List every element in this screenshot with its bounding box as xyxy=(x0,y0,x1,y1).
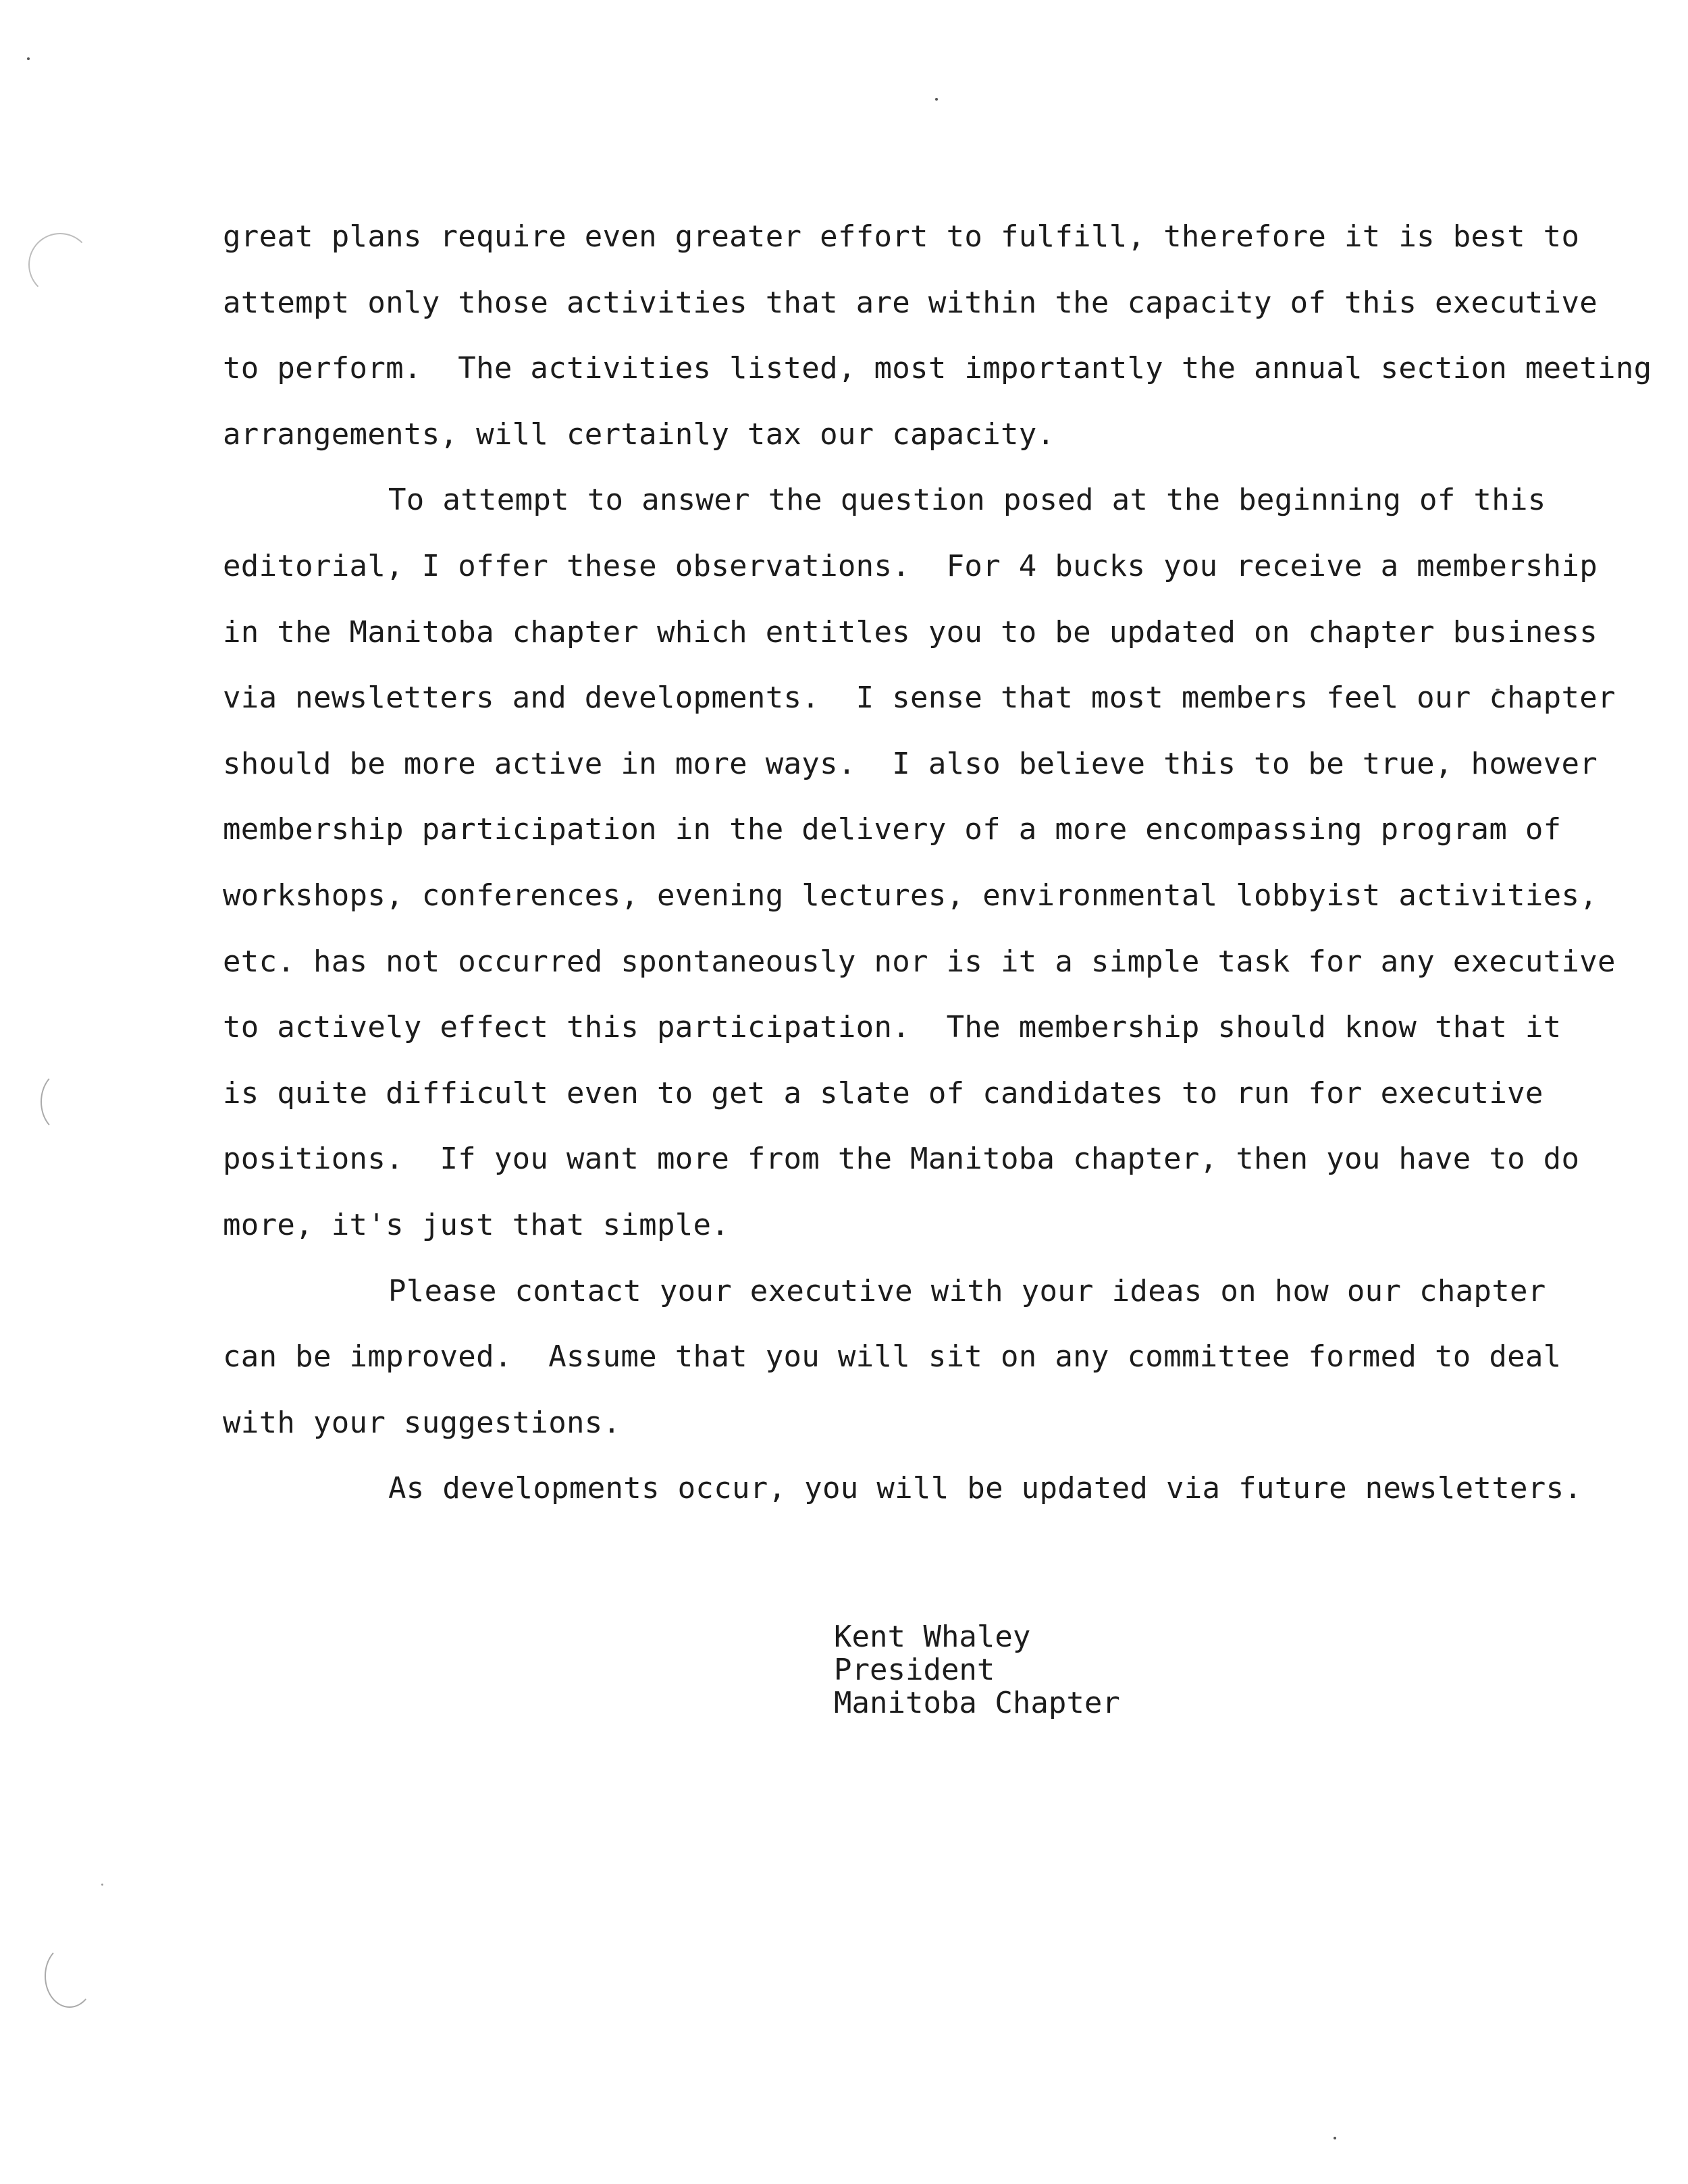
punch-hole-shadow-bottom xyxy=(45,1944,95,2008)
text-line: arrangements, will certainly tax our capacity. xyxy=(223,417,1055,452)
text-line: should be more active in more ways. I also believe this to be true, however xyxy=(223,746,1598,781)
text-line: To attempt to answer the question posed at the beginning of this xyxy=(388,483,1546,518)
signer-name: Kent Whaley xyxy=(834,1620,1031,1654)
text-line: in the Manitoba chapter which entitles you to be updated on chapter business xyxy=(223,614,1598,649)
text-line: etc. has not occurred spontaneously nor is it a simple task for any executive xyxy=(223,944,1616,979)
signer-title: President xyxy=(834,1653,995,1687)
scan-speck xyxy=(101,1884,103,1886)
scan-speck xyxy=(935,98,938,101)
signature-block xyxy=(834,1620,1120,1720)
punch-hole-shadow-middle xyxy=(41,1070,90,1134)
text-line: great plans require even greater effort to fulfill, therefore it is best to xyxy=(223,219,1580,254)
letter-body xyxy=(223,204,1652,1522)
signer-organization: Manitoba Chapter xyxy=(834,1686,1120,1720)
scan-speck xyxy=(27,57,30,60)
punch-hole-shadow-top xyxy=(28,233,92,296)
text-line: to actively effect this participation. The membership should know that it xyxy=(223,1010,1562,1045)
text-line: to perform. The activities listed, most importantly the annual section meeting xyxy=(223,351,1652,386)
scan-speck xyxy=(1334,2137,1336,2139)
text-line: attempt only those activities that are within the capacity of this executive xyxy=(223,285,1598,320)
text-line: workshops, conferences, evening lectures, environmental lobbyist activities, xyxy=(223,878,1598,913)
text-line: more, it's just that simple. xyxy=(223,1207,730,1242)
text-line: Please contact your executive with your ideas on how our chapter xyxy=(388,1273,1546,1308)
text-line: membership participation in the delivery of a more encompassing program of xyxy=(223,812,1562,847)
text-line: As developments occur, you will be updated via future newsletters. xyxy=(388,1471,1583,1506)
text-line: via newsletters and developments. I sense that most members feel our chapter xyxy=(223,681,1616,716)
text-line: with your suggestions. xyxy=(223,1405,621,1440)
text-line: is quite difficult even to get a slate of candidates to run for executive xyxy=(223,1075,1544,1111)
text-line: positions. If you want more from the Manitoba chapter, then you have to do xyxy=(223,1142,1580,1177)
text-line: can be improved. Assume that you will sit on any committee formed to deal xyxy=(223,1339,1562,1375)
text-line: editorial, I offer these observations. For 4 bucks you receive a membership xyxy=(223,548,1598,583)
